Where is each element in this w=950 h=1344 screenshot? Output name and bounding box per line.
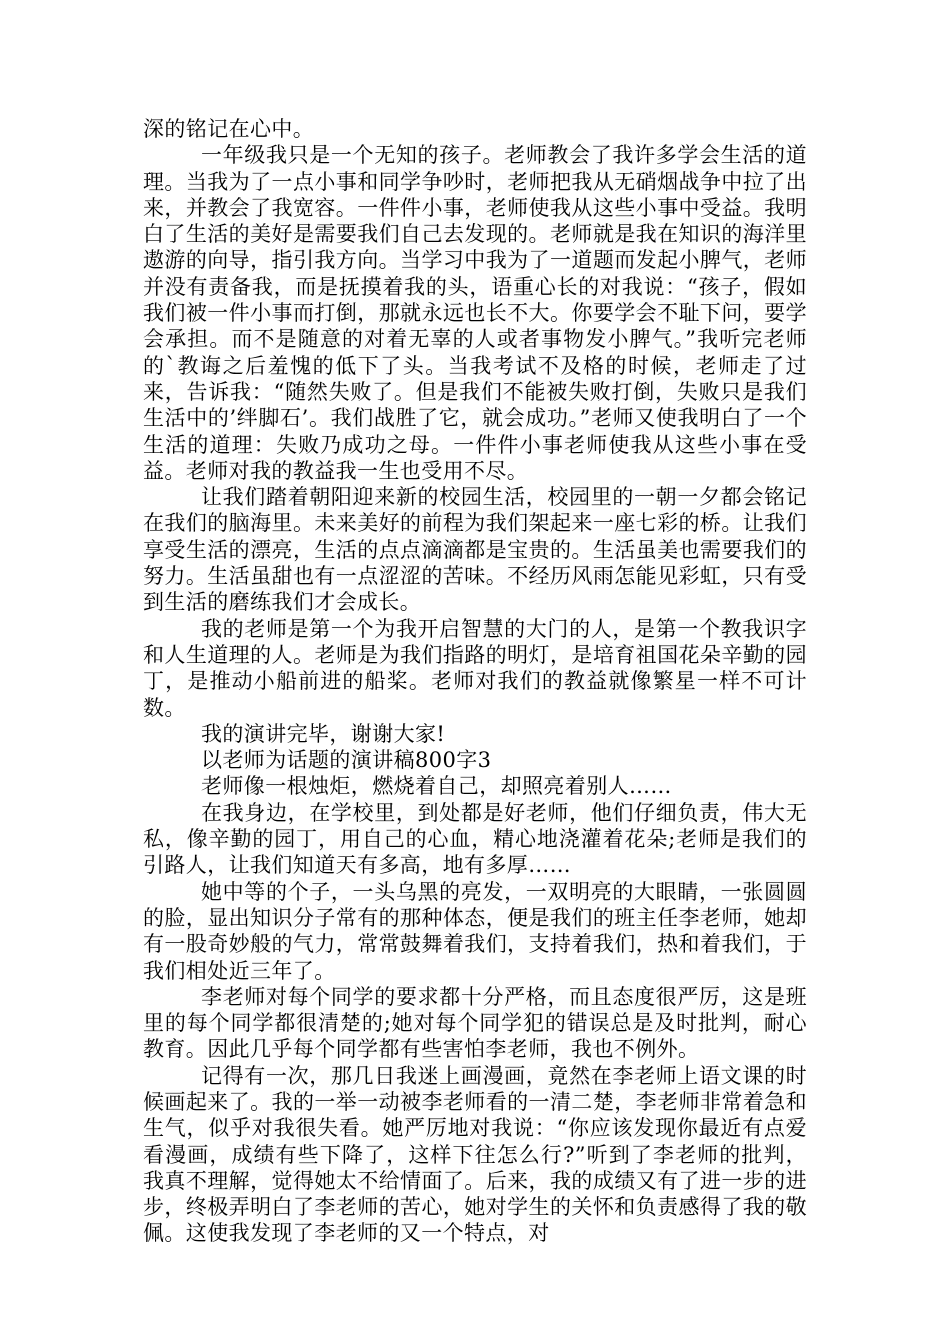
paragraph-7: 老师像一根烛炬，燃烧着自己，却照亮着别人…… <box>201 774 672 799</box>
paragraph-11: 记得有一次，那几日我迷上画漫画，竟然在李老师上语文课的时候画起来了。我的一举一动被李老师看的一清二楚，李老师非常着急和生气，似乎对我很失看。她严厉地对我说：“你应该发现你最近有点爱看漫画，成绩有些下降了，这样下往怎么行?”听到了李老师的批判，我真不理解，觉得她太不给情面了。后来，我的成绩又有了进一步的进步，终极弄明白了李老师的苦心，她对学生的关怀和负责感得了我的敬佩。这使我发现了李老师的又一个特点，对 <box>143 1063 807 1246</box>
paragraph-9: 她中等的个子，一头乌黑的亮发，一双明亮的大眼睛，一张圆圆的脸，显出知识分子常有的那种体态，便是我们的班主任李老师，她却有一股奇妙般的气力，常常鼓舞着我们，支持着我们，热和着我们，于我们相处近三年了。 <box>143 879 807 983</box>
paragraph-1: 深的铭记在心中。 <box>143 117 315 141</box>
paragraph-5: 我的演讲完毕，谢谢大家! <box>201 721 446 746</box>
paragraph-4: 我的老师是第一个为我开启智慧的大门的人，是第一个教我识字和人生道理的人。老师是为我们指路的明灯，是培育祖国花朵辛勤的园丁，是推动小船前进的船桨。老师对我们的教益就像繁星一样不可计数。 <box>143 616 807 720</box>
paragraph-3: 让我们踏着朝阳迎来新的校园生活，校园里的一朝一夕都会铭记在我们的脑海里。未来美好的前程为我们架起来一座七彩的桥。让我们享受生活的漂亮，生活的点点滴滴都是宝贵的。生活虽美也需要我们的努力。生活虽甜也有一点涩涩的苦味。不经历风雨怎能见彩虹，只有受到生活的磨练我们才会成长。 <box>143 485 807 615</box>
section-heading: 以老师为话题的演讲稿800字3 <box>201 748 492 773</box>
paragraph-8: 在我身边，在学校里，到处都是好老师，他们仔细负责，伟大无私，像辛勤的园丁，用自己的心血，精心地浇灌着花朵;老师是我们的引路人，让我们知道天有多高，地有多厚…… <box>143 800 807 878</box>
document-page <box>143 116 807 1247</box>
paragraph-2: 一年级我只是一个无知的孩子。老师教会了我许多学会生活的道理。当我为了一点小事和同学争吵时，老师把我从无硝烟战争中拉了出来，并教会了我宽容。一件件小事，老师使我从这些小事中受益。我明白了生活的美好是需要我们自己去发现的。老师就是我在知识的海洋里遨游的向导，指引我方向。当学习中我为了一道题而发起小脾气，老师并没有责备我，而是抚摸着我的头，语重心长的对我说：“孩子，假如我们被一件小事而打倒，那就永远也长不大。你要学会不耻下问，要学会承担。而不是随意的对着无辜的人或者事物发小脾气。”我听完老师的`教诲之后羞愧的低下了头。当我考试不及格的时候，老师走了过来，告诉我：“随然失败了。但是我们不能被失败打倒，失败只是我们生活中的’绊脚石’。我们战胜了它，就会成功。”老师又使我明白了一个生活的道理：失败乃成功之母。一件件小事老师使我从这些小事在受益。老师对我的教益我一生也受用不尽。 <box>143 143 807 483</box>
paragraph-10: 李老师对每个同学的要求都十分严格，而且态度很严厉，这是班里的每个同学都很清楚的;她对每个同学犯的错误总是及时批判，耐心教育。因此几乎每个同学都有些害怕李老师，我也不例外。 <box>143 984 807 1062</box>
